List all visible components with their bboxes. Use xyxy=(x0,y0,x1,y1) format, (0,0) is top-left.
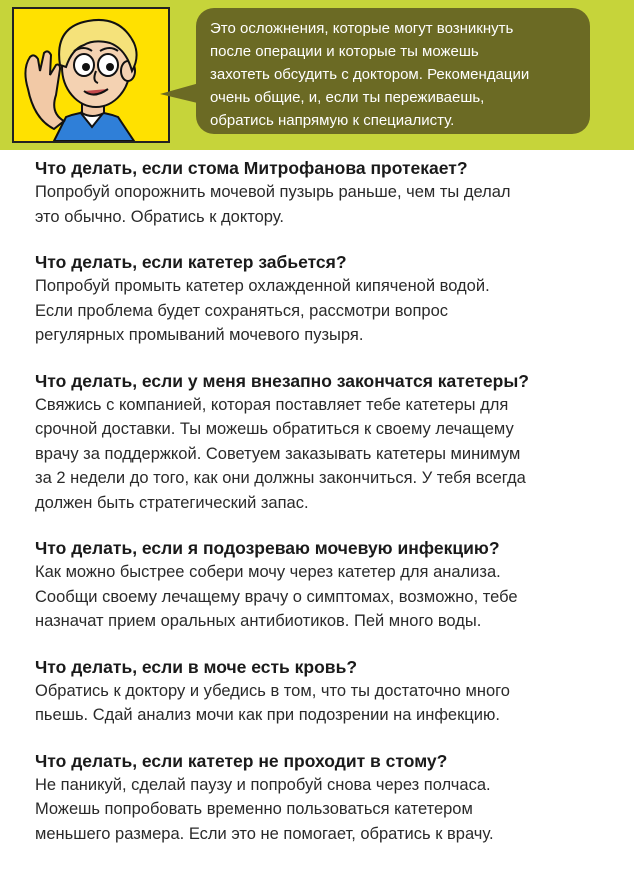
character-icon xyxy=(14,9,168,141)
faq-question: Что делать, если у меня внезапно закончатся катетеры? xyxy=(35,370,529,391)
header-banner xyxy=(0,0,634,150)
answer-line: пьешь. Сдай анализ мочи как при подозрении на инфекцию. xyxy=(35,706,500,724)
bubble-line: после операции и которые ты можешь xyxy=(210,43,479,60)
answer-line: Обратись к доктору и убедись в том, что ты достаточно много xyxy=(35,681,510,700)
answer-line: назначат прием оральных антибиотиков. Пей много воды. xyxy=(35,612,482,630)
faq-question: Что делать, если в моче есть кровь? xyxy=(35,656,358,677)
answer-line: Сообщи своему лечащему врачу о симптомах, возможно, тебе xyxy=(35,587,518,606)
faq-answer xyxy=(35,679,615,728)
bubble-line: захотеть обсудить с доктором. Рекомендации xyxy=(210,66,530,83)
answer-line: Попробуй опорожнить мочевой пузырь раньше, чем ты делал xyxy=(35,183,511,201)
faq-item-infection xyxy=(35,536,615,634)
answer-line: Как можно быстрее собери мочу через катетер для анализа. xyxy=(35,563,501,581)
faq-item-catheter-not-passing xyxy=(35,749,615,847)
faq-answer xyxy=(35,560,615,634)
faq-item-out-of-catheters xyxy=(35,369,615,516)
speech-bubble xyxy=(196,8,590,134)
faq-question: Что делать, если я подозреваю мочевую инфекцию? xyxy=(35,538,500,558)
faq-answer xyxy=(35,393,615,516)
faq-item-blocked-catheter xyxy=(35,250,615,348)
answer-line: это обычно. Обратись к доктору. xyxy=(35,207,284,226)
answer-line: Можешь попробовать временно пользоваться катетером xyxy=(35,800,473,818)
faq-list xyxy=(35,156,615,846)
cartoon-character-illustration xyxy=(12,7,170,143)
faq-question: Что делать, если катетер не проходит в стому? xyxy=(35,750,448,771)
faq-answer xyxy=(35,180,615,229)
faq-question: Что делать, если стома Митрофанова протекает? xyxy=(35,158,468,178)
answer-line: срочной доставки. Ты можешь обратиться к своему лечащему xyxy=(35,420,514,438)
bubble-line: Это осложнения, которые могут возникнуть xyxy=(210,20,514,37)
answer-line: Попробуй промыть катетер охлажденной кипяченой водой. xyxy=(35,277,490,295)
faq-answer xyxy=(35,773,615,847)
bubble-line: обратись напрямую к специалисту. xyxy=(210,112,455,129)
answer-line: за 2 недели до того, как они должны закончиться. У тебя всегда xyxy=(35,469,526,487)
answer-line: регулярных промываний мочевого пузыря. xyxy=(35,326,364,344)
bubble-line: очень общие, и, если ты переживаешь, xyxy=(210,89,485,106)
answer-line: должен быть стратегический запас. xyxy=(35,493,309,512)
answer-line: меньшего размера. Если это не помогает, обратись к врачу. xyxy=(35,824,494,843)
faq-item-blood xyxy=(35,655,615,728)
answer-line: Свяжись с компанией, которая поставляет тебе катетеры для xyxy=(35,395,509,414)
answer-line: Не паникуй, сделай паузу и попробуй снова через полчаса. xyxy=(35,775,491,794)
faq-answer xyxy=(35,274,615,348)
answer-line: Если проблема будет сохраняться, рассмотри вопрос xyxy=(35,301,449,320)
faq-question: Что делать, если катетер забьется? xyxy=(35,252,347,272)
answer-line: врачу за поддержкой. Советуем заказывать катетеры минимум xyxy=(35,444,521,463)
faq-item-leak xyxy=(35,156,615,229)
